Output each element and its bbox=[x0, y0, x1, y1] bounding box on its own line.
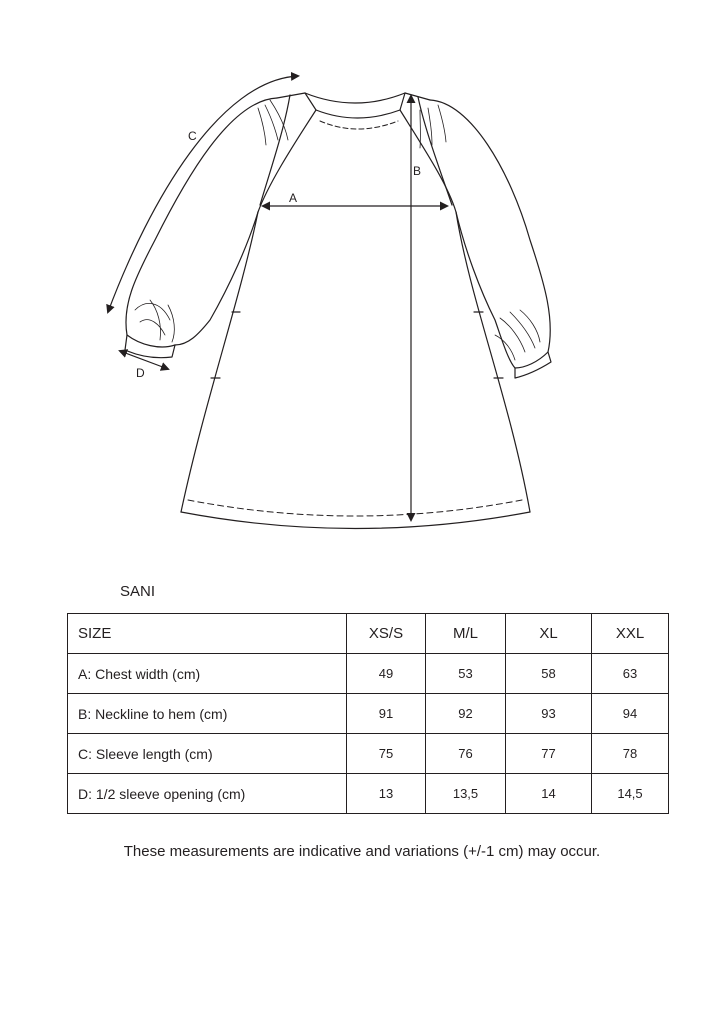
table-header-row bbox=[68, 614, 669, 654]
raglan-seams bbox=[258, 93, 456, 212]
left-sleeve bbox=[125, 98, 288, 358]
table-cell: 49 bbox=[347, 654, 426, 694]
table-cell: 58 bbox=[506, 654, 592, 694]
label-c: C bbox=[188, 129, 197, 143]
measurement-disclaimer: These measurements are indicative and variations (+/-1 cm) may occur. bbox=[123, 843, 601, 860]
dimension-arrows bbox=[108, 76, 447, 520]
size-chart-table bbox=[67, 613, 669, 814]
row-label: C: Sleeve length (cm) bbox=[68, 734, 347, 774]
table-cell: 92 bbox=[426, 694, 506, 734]
row-label: A: Chest width (cm) bbox=[68, 654, 347, 694]
table-row bbox=[68, 654, 669, 694]
label-a: A bbox=[289, 191, 298, 205]
header-cell: XL bbox=[506, 614, 592, 654]
row-label: B: Neckline to hem (cm) bbox=[68, 694, 347, 734]
table-cell: 14,5 bbox=[592, 774, 669, 814]
label-d: D bbox=[136, 366, 145, 380]
table-cell: 91 bbox=[347, 694, 426, 734]
header-cell: XS/S bbox=[347, 614, 426, 654]
table-row bbox=[68, 734, 669, 774]
table-cell: 14 bbox=[506, 774, 592, 814]
header-cell: M/L bbox=[426, 614, 506, 654]
table-cell: 77 bbox=[506, 734, 592, 774]
header-cell: XXL bbox=[592, 614, 669, 654]
table-cell: 13 bbox=[347, 774, 426, 814]
dress-body bbox=[181, 212, 530, 529]
table-cell: 13,5 bbox=[426, 774, 506, 814]
table-cell: 75 bbox=[347, 734, 426, 774]
table-row bbox=[68, 694, 669, 734]
row-label: D: 1/2 sleeve opening (cm) bbox=[68, 774, 347, 814]
product-name: SANI bbox=[120, 583, 156, 600]
header-cell: SIZE bbox=[68, 614, 347, 654]
table-row bbox=[68, 774, 669, 814]
neckline bbox=[305, 93, 405, 129]
table-cell: 93 bbox=[506, 694, 592, 734]
label-b: B bbox=[413, 164, 422, 178]
table-cell: 94 bbox=[592, 694, 669, 734]
table-cell: 63 bbox=[592, 654, 669, 694]
table-cell: 78 bbox=[592, 734, 669, 774]
table-cell: 53 bbox=[426, 654, 506, 694]
table-cell: 76 bbox=[426, 734, 506, 774]
